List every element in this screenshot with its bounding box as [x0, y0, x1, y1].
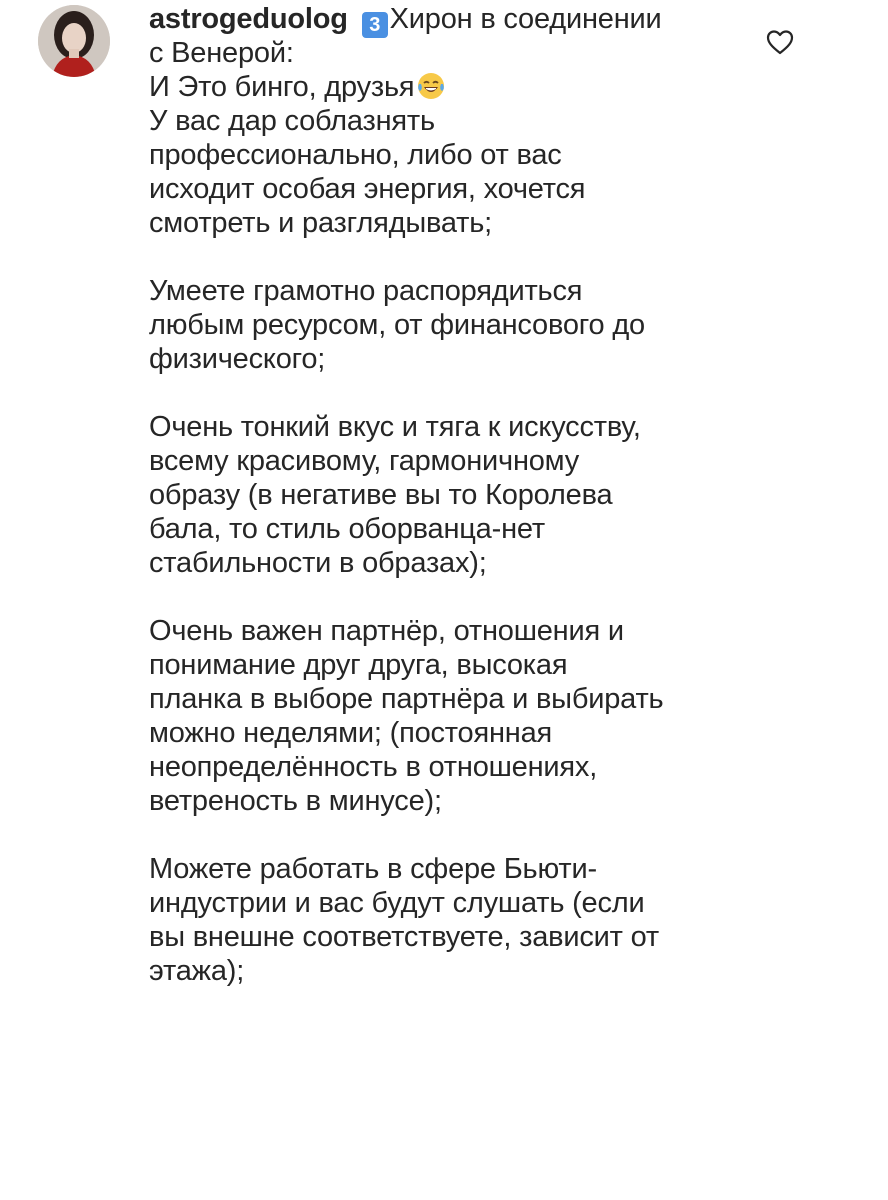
avatar-image — [38, 5, 110, 77]
comment-line: Умеете грамотно распорядиться — [149, 275, 583, 307]
comment-line: неопределённость в отношениях, — [149, 751, 598, 783]
username[interactable]: astrogeduolog — [149, 3, 348, 35]
comment-blank-line — [149, 818, 789, 852]
comment-first-line: Хирон в соединении — [389, 3, 662, 35]
comment-line: образу (в негативе вы то Королева — [149, 479, 613, 511]
comment-line: стабильности в образах); — [149, 547, 487, 579]
avatar[interactable] — [38, 5, 110, 77]
comment-line: любым ресурсом, от финансового до — [149, 309, 645, 341]
comment-line: физического; — [149, 343, 326, 375]
comment-line: индустрии и вас будут слушать (если — [149, 887, 645, 919]
comment-line-with-emoji — [149, 70, 789, 104]
comment-line: всему красивому, гармоничному — [149, 445, 580, 477]
comment-line: вы внешне соответствуете, зависит от — [149, 921, 659, 953]
comment-header-line — [149, 2, 789, 36]
comment-line: профессионально, либо от вас — [149, 139, 562, 171]
comment-line: бала, то стиль оборванца-нет — [149, 513, 545, 545]
comment-line: смотреть и разглядывать; — [149, 207, 492, 239]
comment-line: ветреность в минусе); — [149, 785, 442, 817]
keycap-3-emoji: 3 — [362, 12, 388, 38]
comment-line: Можете работать в сфере Бьюти- — [149, 853, 597, 885]
comment-line: Очень тонкий вкус и тяга к искусству, — [149, 411, 641, 443]
heart-outline-icon[interactable] — [765, 28, 795, 56]
comment-blank-line — [149, 580, 789, 614]
comment-line: Очень важен партнёр, отношения и — [149, 615, 624, 647]
laughing-tears-emoji — [416, 71, 446, 101]
comment-line: У вас дар соблазнять — [149, 105, 435, 137]
comment-blank-line — [149, 240, 789, 274]
comment-line: исходит особая энергия, хочется — [149, 173, 586, 205]
comment-line: можно неделями; (постоянная — [149, 717, 553, 749]
comment-line-text: И Это бинго, друзья — [149, 71, 415, 103]
comment-blank-line — [149, 376, 789, 410]
comment-body — [149, 2, 789, 988]
comment-line: понимание друг друга, высокая — [149, 649, 568, 681]
comment-line: с Венерой: — [149, 37, 294, 69]
comment-line: этажа); — [149, 955, 245, 987]
comment-line: планка в выборе партнёра и выбирать — [149, 683, 664, 715]
